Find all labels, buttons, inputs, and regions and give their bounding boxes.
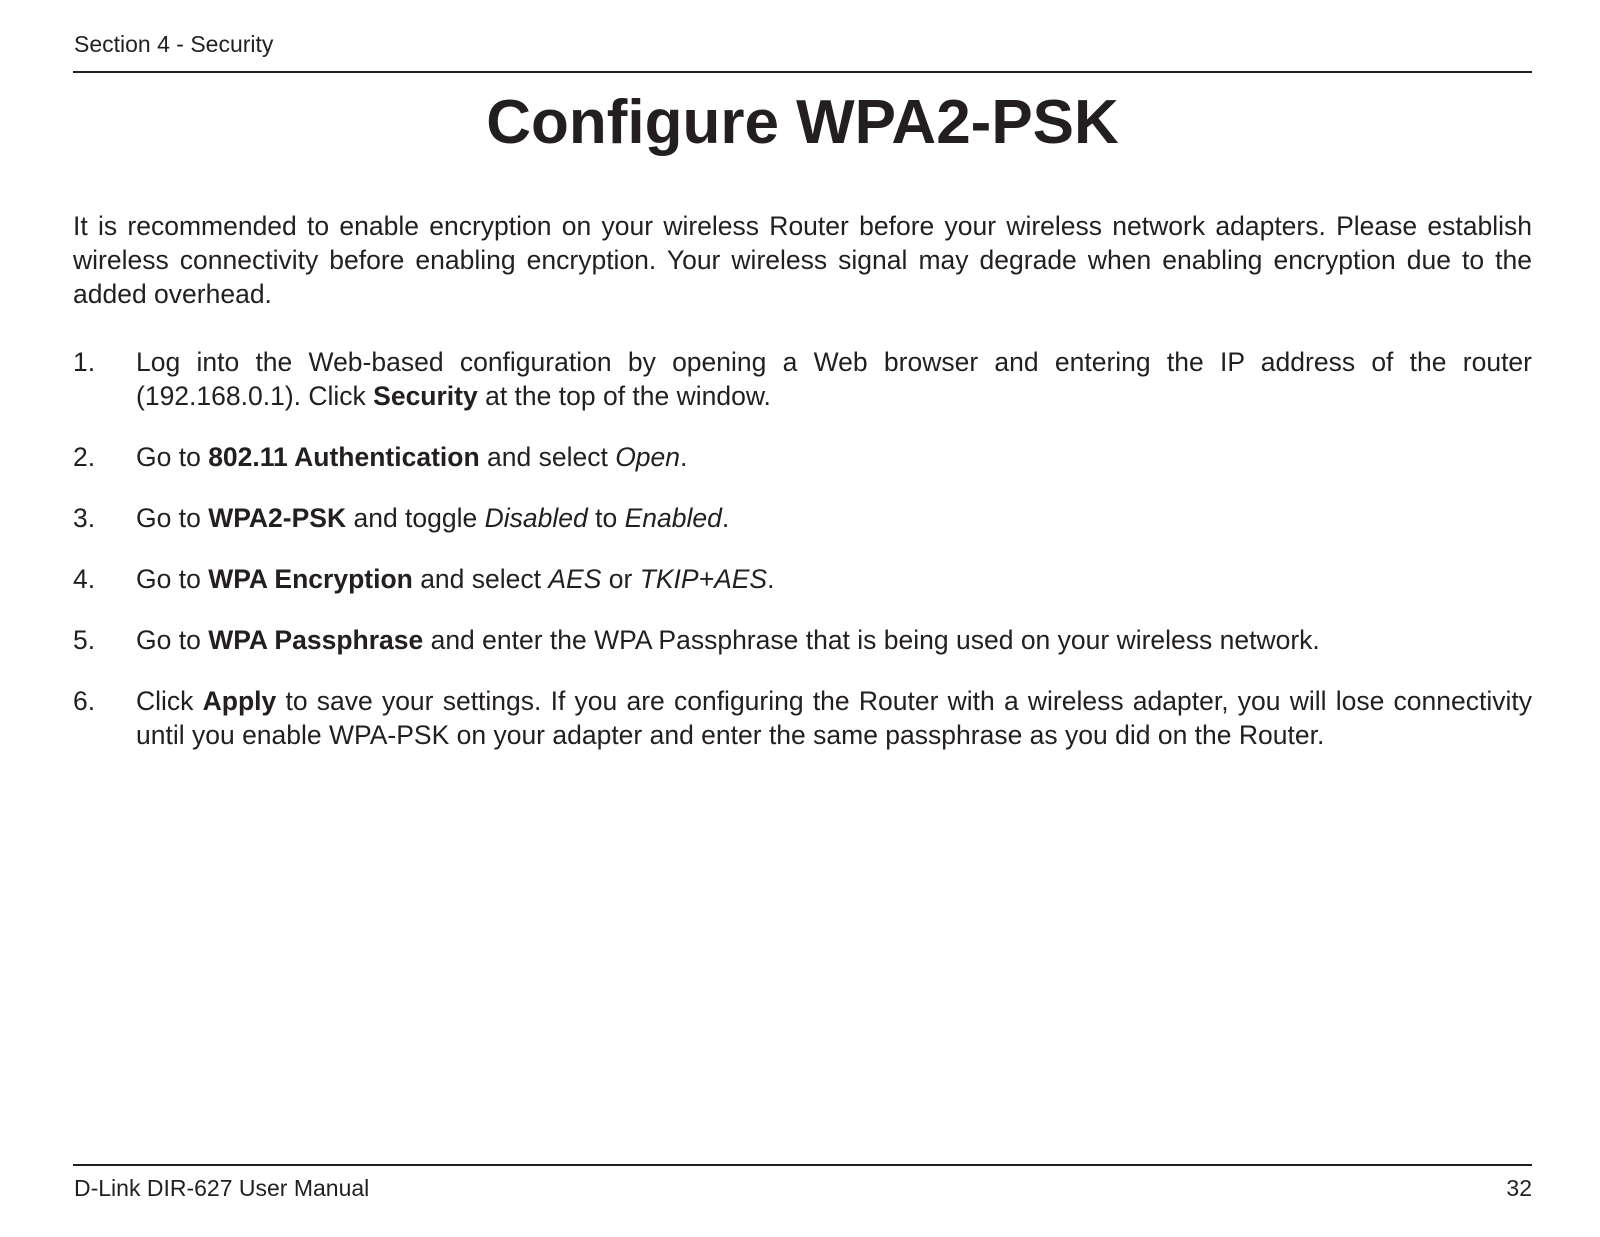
step-text-part: to save your settings. If you are configuring the Router with a wireless adapter, you will lose connectivity until you enable WPA-PSK on your adapter and enter the same passphrase as you did on the Router. <box>136 686 1532 750</box>
step-number: 2. <box>73 442 96 472</box>
option-open: Open <box>615 442 681 472</box>
option-enabled: Enabled <box>624 503 722 533</box>
step-text <box>136 345 1532 413</box>
step-text-part: . <box>680 442 688 472</box>
ui-term-security: Security <box>373 381 478 411</box>
section-label: Section 4 - Security <box>74 31 274 57</box>
step-text <box>136 440 1532 474</box>
step-2 <box>73 440 1532 474</box>
ui-term-wpa-encryption: WPA Encryption <box>208 564 413 594</box>
step-text-part: Go to <box>136 564 209 594</box>
ui-term-wpa-passphrase: WPA Passphrase <box>208 625 424 655</box>
step-text-part: . <box>767 564 775 594</box>
step-5 <box>73 623 1532 657</box>
step-number: 1. <box>73 347 96 377</box>
ui-term-apply: Apply <box>202 686 277 716</box>
step-text-part: . <box>721 503 730 533</box>
ui-term-authentication: 802.11 Authentication <box>208 442 480 472</box>
step-4 <box>73 562 1532 596</box>
header-divider <box>73 71 1532 73</box>
step-1 <box>73 345 1532 413</box>
step-text-part: to <box>587 503 625 533</box>
step-text <box>136 623 1532 657</box>
option-disabled: Disabled <box>484 503 588 533</box>
step-text-part: Go to <box>136 503 209 533</box>
footer-manual-title: D-Link DIR-627 User Manual <box>74 1175 370 1201</box>
ui-term-wpa2-psk: WPA2-PSK <box>208 503 347 533</box>
steps-list <box>73 345 1532 779</box>
step-number: 5. <box>73 625 96 655</box>
step-text <box>136 684 1532 752</box>
step-text-part: and toggle <box>346 503 485 533</box>
step-text-part: Go to <box>136 442 209 472</box>
step-text-part: at the top of the window. <box>477 381 771 411</box>
step-text-part: Click <box>136 686 203 716</box>
step-text-part: and select <box>412 564 549 594</box>
option-tkip-aes: TKIP+AES <box>639 564 768 594</box>
step-number: 6. <box>73 686 96 716</box>
option-aes: AES <box>548 564 602 594</box>
step-number: 3. <box>73 503 96 533</box>
page-title: Configure WPA2-PSK <box>486 88 1119 157</box>
intro-paragraph: It is recommended to enable encryption on your wireless Router before your wireless network adapters. Please establish wireless connectivity before enabling encryption. Your wireless signal may degrade when enabling encryption due to the added overhead. <box>73 211 1532 309</box>
step-text-part: Log into the Web-based configuration by opening a Web browser and entering the IP address of the router (192.168.0.1). Click <box>136 347 1532 411</box>
step-text <box>136 562 1532 596</box>
step-number: 4. <box>73 564 96 594</box>
step-text-part: and select <box>479 442 616 472</box>
step-6 <box>73 684 1532 752</box>
step-text <box>136 501 1532 535</box>
step-text-part: Go to <box>136 625 209 655</box>
step-text-part: and enter the WPA Passphrase that is being used on your wireless network. <box>423 625 1320 655</box>
step-3 <box>73 501 1532 535</box>
step-text-part: or <box>601 564 640 594</box>
page-number: 32 <box>1506 1175 1532 1201</box>
footer-divider <box>73 1164 1532 1166</box>
